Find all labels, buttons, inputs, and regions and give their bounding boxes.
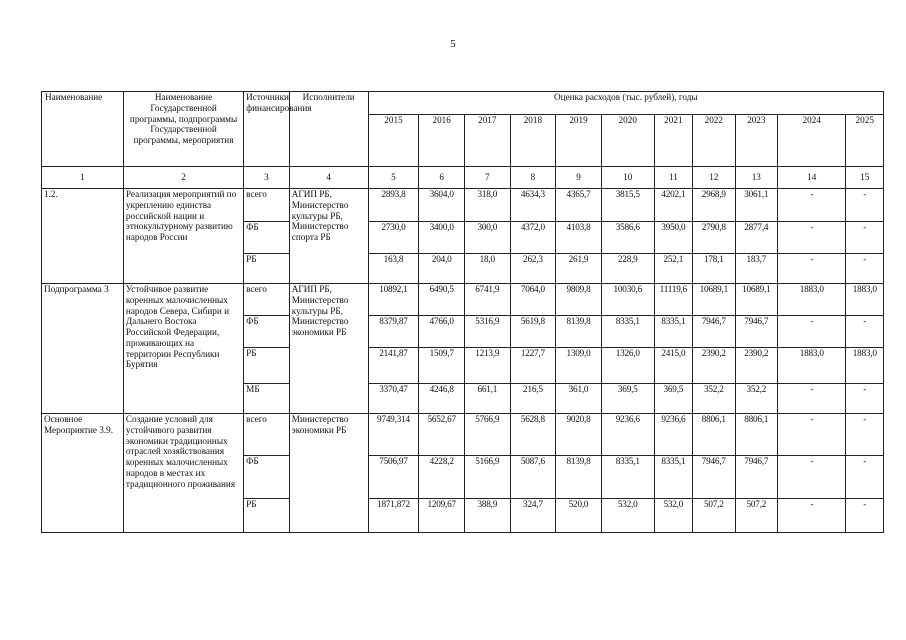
expense-value: 3815,5	[601, 189, 654, 222]
expense-value: 2730,0	[368, 222, 419, 254]
expense-value: 4103,8	[556, 222, 602, 254]
year-header: 2023	[735, 115, 778, 167]
expense-value: 1509,7	[419, 348, 465, 384]
group-name: Основное Мероприятие 3.9.	[42, 414, 124, 533]
column-number: 11	[654, 167, 692, 189]
header-expense-estimate: Оценка расходов (тыс. рублей), годы	[368, 92, 883, 115]
expense-value: 1883,0	[846, 284, 884, 316]
expense-value: 262,3	[510, 254, 556, 284]
expense-value: 2893,8	[368, 189, 419, 222]
expense-value: 2968,9	[693, 189, 736, 222]
financing-source: РБ	[244, 348, 290, 384]
expense-value: 7946,7	[735, 456, 778, 499]
group-executors: Министерство экономики РБ	[289, 414, 368, 533]
expense-value: 4634,3	[510, 189, 556, 222]
expense-value: -	[778, 316, 846, 348]
expense-value: 1883,0	[778, 348, 846, 384]
budget-table	[41, 91, 884, 533]
table-header	[42, 92, 884, 167]
header-executors: Исполнители	[289, 92, 368, 167]
group-executors: АГИП РБ, Министерство культуры РБ, Министерство экономики РБ	[289, 284, 368, 414]
table-row	[42, 284, 884, 316]
column-number: 4	[289, 167, 368, 189]
expense-value: 5619,8	[510, 316, 556, 348]
column-number-row	[42, 167, 884, 189]
expense-value: 8335,1	[654, 456, 692, 499]
expense-value: 8335,1	[654, 316, 692, 348]
expense-value: 8379,87	[368, 316, 419, 348]
expense-value: 7946,7	[693, 456, 736, 499]
expense-value: 8335,1	[601, 456, 654, 499]
financing-source: всего	[244, 284, 290, 316]
expense-value: 9749,314	[368, 414, 419, 456]
expense-value: 7946,7	[735, 316, 778, 348]
financing-source: РБ	[244, 254, 290, 284]
expense-value: 10892,1	[368, 284, 419, 316]
table-body	[42, 167, 884, 533]
expense-value: -	[846, 414, 884, 456]
expense-value: 1883,0	[778, 284, 846, 316]
expense-value: 532,0	[601, 499, 654, 533]
expense-value: 8335,1	[601, 316, 654, 348]
group-name: Подпрограмма 3	[42, 284, 124, 414]
expense-value: 9809,8	[556, 284, 602, 316]
expense-value: 9236,6	[654, 414, 692, 456]
expense-value: 300,0	[464, 222, 510, 254]
table-row	[42, 189, 884, 222]
column-number: 8	[510, 167, 556, 189]
expense-value: -	[846, 189, 884, 222]
expense-value: 5652,67	[419, 414, 465, 456]
expense-value: 3370,47	[368, 384, 419, 414]
financing-source: всего	[244, 414, 290, 456]
expense-value: 8806,1	[735, 414, 778, 456]
expense-value: 178,1	[693, 254, 736, 284]
financing-source: всего	[244, 189, 290, 222]
expense-value: 4372,0	[510, 222, 556, 254]
year-header: 2022	[693, 115, 736, 167]
expense-value: 1227,7	[510, 348, 556, 384]
financing-source: РБ	[244, 499, 290, 533]
expense-value: 4202,1	[654, 189, 692, 222]
year-header: 2017	[464, 115, 510, 167]
column-number: 14	[778, 167, 846, 189]
expense-value: -	[778, 222, 846, 254]
column-number: 10	[601, 167, 654, 189]
expense-value: 8139,8	[556, 456, 602, 499]
expense-value: 216,5	[510, 384, 556, 414]
expense-value: 318,0	[464, 189, 510, 222]
expense-value: 1309,0	[556, 348, 602, 384]
expense-value: 352,2	[693, 384, 736, 414]
expense-value: 2877,4	[735, 222, 778, 254]
expense-value: -	[778, 499, 846, 533]
expense-value: 2390,2	[693, 348, 736, 384]
expense-value: 3061,1	[735, 189, 778, 222]
expense-value: -	[846, 456, 884, 499]
year-header: 2021	[654, 115, 692, 167]
expense-value: 163,8	[368, 254, 419, 284]
expense-value: 10689,1	[693, 284, 736, 316]
expense-value: -	[846, 222, 884, 254]
expense-value: 8806,1	[693, 414, 736, 456]
table-row	[42, 414, 884, 456]
expense-value: 3604,0	[419, 189, 465, 222]
year-header: 2016	[419, 115, 465, 167]
expense-value: 7064,0	[510, 284, 556, 316]
expense-value: -	[846, 384, 884, 414]
header-program-name: Наименование Государственной программы, подпрограммы Государственной программы, мероприятия	[123, 92, 243, 167]
expense-value: 2141,87	[368, 348, 419, 384]
year-header: 2020	[601, 115, 654, 167]
expense-value: 1213,9	[464, 348, 510, 384]
expense-value: 3400,0	[419, 222, 465, 254]
financing-source: ФБ	[244, 222, 290, 254]
year-header: 2024	[778, 115, 846, 167]
expense-value: 183,7	[735, 254, 778, 284]
expense-value: 5316,9	[464, 316, 510, 348]
expense-value: 1883,0	[846, 348, 884, 384]
expense-value: -	[778, 384, 846, 414]
expense-value: -	[846, 254, 884, 284]
expense-value: -	[778, 254, 846, 284]
group-executors: АГИП РБ, Министерство культуры РБ, Министерство спорта РБ	[289, 189, 368, 284]
expense-value: 324,7	[510, 499, 556, 533]
expense-value: 3586,6	[601, 222, 654, 254]
financing-source: ФБ	[244, 316, 290, 348]
column-number: 5	[368, 167, 419, 189]
expense-value: 261,9	[556, 254, 602, 284]
expense-value: 204,0	[419, 254, 465, 284]
column-number: 13	[735, 167, 778, 189]
year-header: 2015	[368, 115, 419, 167]
expense-value: 520,0	[556, 499, 602, 533]
expense-value: -	[846, 316, 884, 348]
year-header: 2018	[510, 115, 556, 167]
financing-source: ФБ	[244, 456, 290, 499]
header-financing-source: Источники финансирования	[244, 92, 290, 167]
expense-value: 1871,872	[368, 499, 419, 533]
expense-value: 369,5	[601, 384, 654, 414]
group-name: 1.2.	[42, 189, 124, 284]
expense-value: 532,0	[654, 499, 692, 533]
expense-value: 1209,67	[419, 499, 465, 533]
expense-value: -	[846, 499, 884, 533]
expense-value: 507,2	[693, 499, 736, 533]
expense-value: 4766,0	[419, 316, 465, 348]
column-number: 2	[123, 167, 243, 189]
column-number: 3	[244, 167, 290, 189]
header-name: Наименование	[42, 92, 124, 167]
group-description: Устойчивое развитие коренных малочисленных народов Севера, Сибири и Дальнего Востока Российской Федерации, проживающих на территории Республики Бурятия	[123, 284, 243, 414]
column-number: 7	[464, 167, 510, 189]
expense-value: 388,9	[464, 499, 510, 533]
expense-value: -	[778, 414, 846, 456]
group-description: Реализация мероприятий по укреплению единства российской нации и этнокультурному развитию народов России	[123, 189, 243, 284]
expense-value: 11119,6	[654, 284, 692, 316]
expense-value: 7506,97	[368, 456, 419, 499]
expense-value: 361,0	[556, 384, 602, 414]
expense-value: 6490,5	[419, 284, 465, 316]
expense-value: 252,1	[654, 254, 692, 284]
expense-value: 5766,9	[464, 414, 510, 456]
expense-value: 228,9	[601, 254, 654, 284]
expense-value: 10030,6	[601, 284, 654, 316]
expense-value: 4246,8	[419, 384, 465, 414]
expense-value: 9236,6	[601, 414, 654, 456]
expense-value: 5166,9	[464, 456, 510, 499]
year-header: 2025	[846, 115, 884, 167]
expense-value: 5628,8	[510, 414, 556, 456]
expense-value: 2790,8	[693, 222, 736, 254]
expense-value: 4228,2	[419, 456, 465, 499]
expense-value: 369,5	[654, 384, 692, 414]
expense-value: 507,2	[735, 499, 778, 533]
expense-value: 3950,0	[654, 222, 692, 254]
expense-value: 5087,6	[510, 456, 556, 499]
expense-value: 2415,0	[654, 348, 692, 384]
expense-value: 4365,7	[556, 189, 602, 222]
expense-value: 8139,8	[556, 316, 602, 348]
year-header: 2019	[556, 115, 602, 167]
column-number: 12	[693, 167, 736, 189]
expense-value: -	[778, 189, 846, 222]
column-number: 9	[556, 167, 602, 189]
financing-source: МБ	[244, 384, 290, 414]
expense-value: 10689,1	[735, 284, 778, 316]
expense-value: 2390,2	[735, 348, 778, 384]
expense-value: 6741,9	[464, 284, 510, 316]
page-number: 5	[450, 38, 456, 50]
expense-value: 661,1	[464, 384, 510, 414]
expense-value: 7946,7	[693, 316, 736, 348]
expense-value: -	[778, 456, 846, 499]
expense-value: 18,0	[464, 254, 510, 284]
column-number: 6	[419, 167, 465, 189]
expense-value: 352,2	[735, 384, 778, 414]
column-number: 1	[42, 167, 124, 189]
column-number: 15	[846, 167, 884, 189]
group-description: Создание условий для устойчивого развития экономики традиционных отраслей хозяйствования коренных малочисленных народов в местах их традиционного проживания	[123, 414, 243, 533]
expense-value: 9020,8	[556, 414, 602, 456]
expense-value: 1326,0	[601, 348, 654, 384]
